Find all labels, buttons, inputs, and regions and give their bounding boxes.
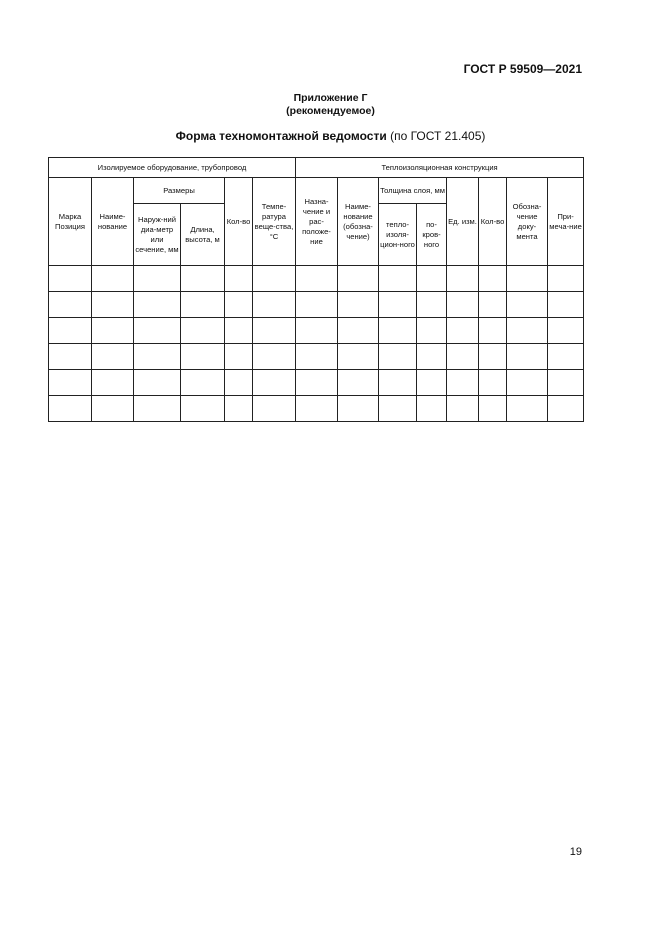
col-header-thermal-layer: тепло-изоля-цион-ного xyxy=(379,204,417,266)
table-cell xyxy=(447,344,479,370)
table-cell xyxy=(181,396,225,422)
table-cell xyxy=(49,318,92,344)
table-cell xyxy=(253,370,296,396)
table-cell xyxy=(379,344,417,370)
table-row xyxy=(49,318,584,344)
table-body xyxy=(49,266,584,422)
table-cell xyxy=(338,344,379,370)
table-cell xyxy=(49,266,92,292)
standard-number: ГОСТ Р 59509—2021 xyxy=(463,62,582,76)
col-header-mark: Марка Позиция xyxy=(49,178,92,266)
table-cell xyxy=(296,318,338,344)
table-cell xyxy=(134,370,181,396)
table-cell xyxy=(49,396,92,422)
col-header-qty-insulation: Кол-во xyxy=(479,178,507,266)
table-cell xyxy=(379,266,417,292)
table-cell xyxy=(507,266,548,292)
table-cell xyxy=(417,344,447,370)
table-cell xyxy=(548,344,584,370)
table-cell xyxy=(507,370,548,396)
table-cell xyxy=(225,292,253,318)
installation-statement-table xyxy=(48,157,584,422)
table-cell xyxy=(447,266,479,292)
table-cell xyxy=(92,370,134,396)
table-cell xyxy=(296,370,338,396)
table-cell xyxy=(479,396,507,422)
table-cell xyxy=(447,318,479,344)
table-cell xyxy=(417,370,447,396)
group-header-equipment: Изолируемое оборудование, трубопровод xyxy=(49,158,296,178)
table-cell xyxy=(134,292,181,318)
col-header-outer-diameter: Наруж-ний диа-метр или сечение, мм xyxy=(134,204,181,266)
table-cell xyxy=(379,318,417,344)
appendix-subtitle: (рекомендуемое) xyxy=(286,105,375,117)
table-cell xyxy=(92,292,134,318)
table-row xyxy=(49,292,584,318)
col-header-cover-layer: по-кров-ного xyxy=(417,204,447,266)
col-header-sizes: Размеры xyxy=(134,178,225,204)
form-title-note: (по ГОСТ 21.405) xyxy=(390,129,486,143)
table-cell xyxy=(447,396,479,422)
table-cell xyxy=(417,318,447,344)
col-header-unit: Ед. изм. xyxy=(447,178,479,266)
table-cell xyxy=(479,344,507,370)
table-cell xyxy=(134,396,181,422)
col-header-insulation-name: Наиме-нование (обозна-чение) xyxy=(338,178,379,266)
table-cell xyxy=(92,344,134,370)
table-cell xyxy=(134,266,181,292)
table-cell xyxy=(507,396,548,422)
table-cell xyxy=(296,344,338,370)
appendix-heading xyxy=(0,92,661,118)
table-cell xyxy=(447,370,479,396)
table-cell xyxy=(417,396,447,422)
table-cell xyxy=(479,318,507,344)
table-cell xyxy=(507,292,548,318)
table-cell xyxy=(338,370,379,396)
table-row xyxy=(49,370,584,396)
table-cell xyxy=(296,396,338,422)
col-header-length: Длина, высота, м xyxy=(181,204,225,266)
table-row xyxy=(49,396,584,422)
appendix-title: Приложение Г xyxy=(293,92,368,104)
table-cell xyxy=(379,370,417,396)
table-cell xyxy=(507,344,548,370)
table-cell xyxy=(181,344,225,370)
table-cell xyxy=(181,266,225,292)
table-cell xyxy=(253,292,296,318)
table-cell xyxy=(417,266,447,292)
table-cell xyxy=(479,292,507,318)
col-header-temperature: Темпе-ратура веще-ства, °C xyxy=(253,178,296,266)
table-cell xyxy=(181,370,225,396)
col-header-qty: Кол-во xyxy=(225,178,253,266)
table-cell xyxy=(225,396,253,422)
table-cell xyxy=(49,344,92,370)
table-cell xyxy=(49,370,92,396)
table-cell xyxy=(479,266,507,292)
table-cell xyxy=(548,396,584,422)
table-cell xyxy=(296,292,338,318)
col-header-name: Наиме-нование xyxy=(92,178,134,266)
table-cell xyxy=(253,318,296,344)
table-cell xyxy=(296,266,338,292)
table-row xyxy=(49,266,584,292)
col-header-layer-thickness: Толщина слоя, мм xyxy=(379,178,447,204)
table-cell xyxy=(225,318,253,344)
table-cell xyxy=(92,266,134,292)
table-cell xyxy=(548,292,584,318)
table-cell xyxy=(379,292,417,318)
table-cell xyxy=(92,396,134,422)
table-cell xyxy=(49,292,92,318)
table-cell xyxy=(338,396,379,422)
table-cell xyxy=(338,266,379,292)
table-cell xyxy=(507,318,548,344)
table-cell xyxy=(338,292,379,318)
col-header-document: Обозна-чение доку-мента xyxy=(507,178,548,266)
table-cell xyxy=(181,318,225,344)
table-cell xyxy=(253,396,296,422)
table-cell xyxy=(548,370,584,396)
page-number: 19 xyxy=(569,846,582,858)
table-cell xyxy=(134,344,181,370)
table-cell xyxy=(548,266,584,292)
col-header-purpose: Назна-чение и рас-положе-ние xyxy=(296,178,338,266)
form-title xyxy=(0,129,661,143)
table-cell xyxy=(134,318,181,344)
table-cell xyxy=(379,396,417,422)
group-header-insulation: Теплоизоляционная конструкция xyxy=(296,158,584,178)
table-cell xyxy=(92,318,134,344)
table-cell xyxy=(548,318,584,344)
table-cell xyxy=(225,370,253,396)
table-cell xyxy=(447,292,479,318)
table-cell xyxy=(225,344,253,370)
col-header-note: При-меча-ние xyxy=(548,178,584,266)
table-cell xyxy=(253,266,296,292)
table-cell xyxy=(253,344,296,370)
table-cell xyxy=(479,370,507,396)
table-cell xyxy=(338,318,379,344)
table-row xyxy=(49,344,584,370)
table-cell xyxy=(225,266,253,292)
form-title-main: Форма техномонтажной ведомости xyxy=(175,129,387,143)
table-cell xyxy=(181,292,225,318)
table-cell xyxy=(417,292,447,318)
